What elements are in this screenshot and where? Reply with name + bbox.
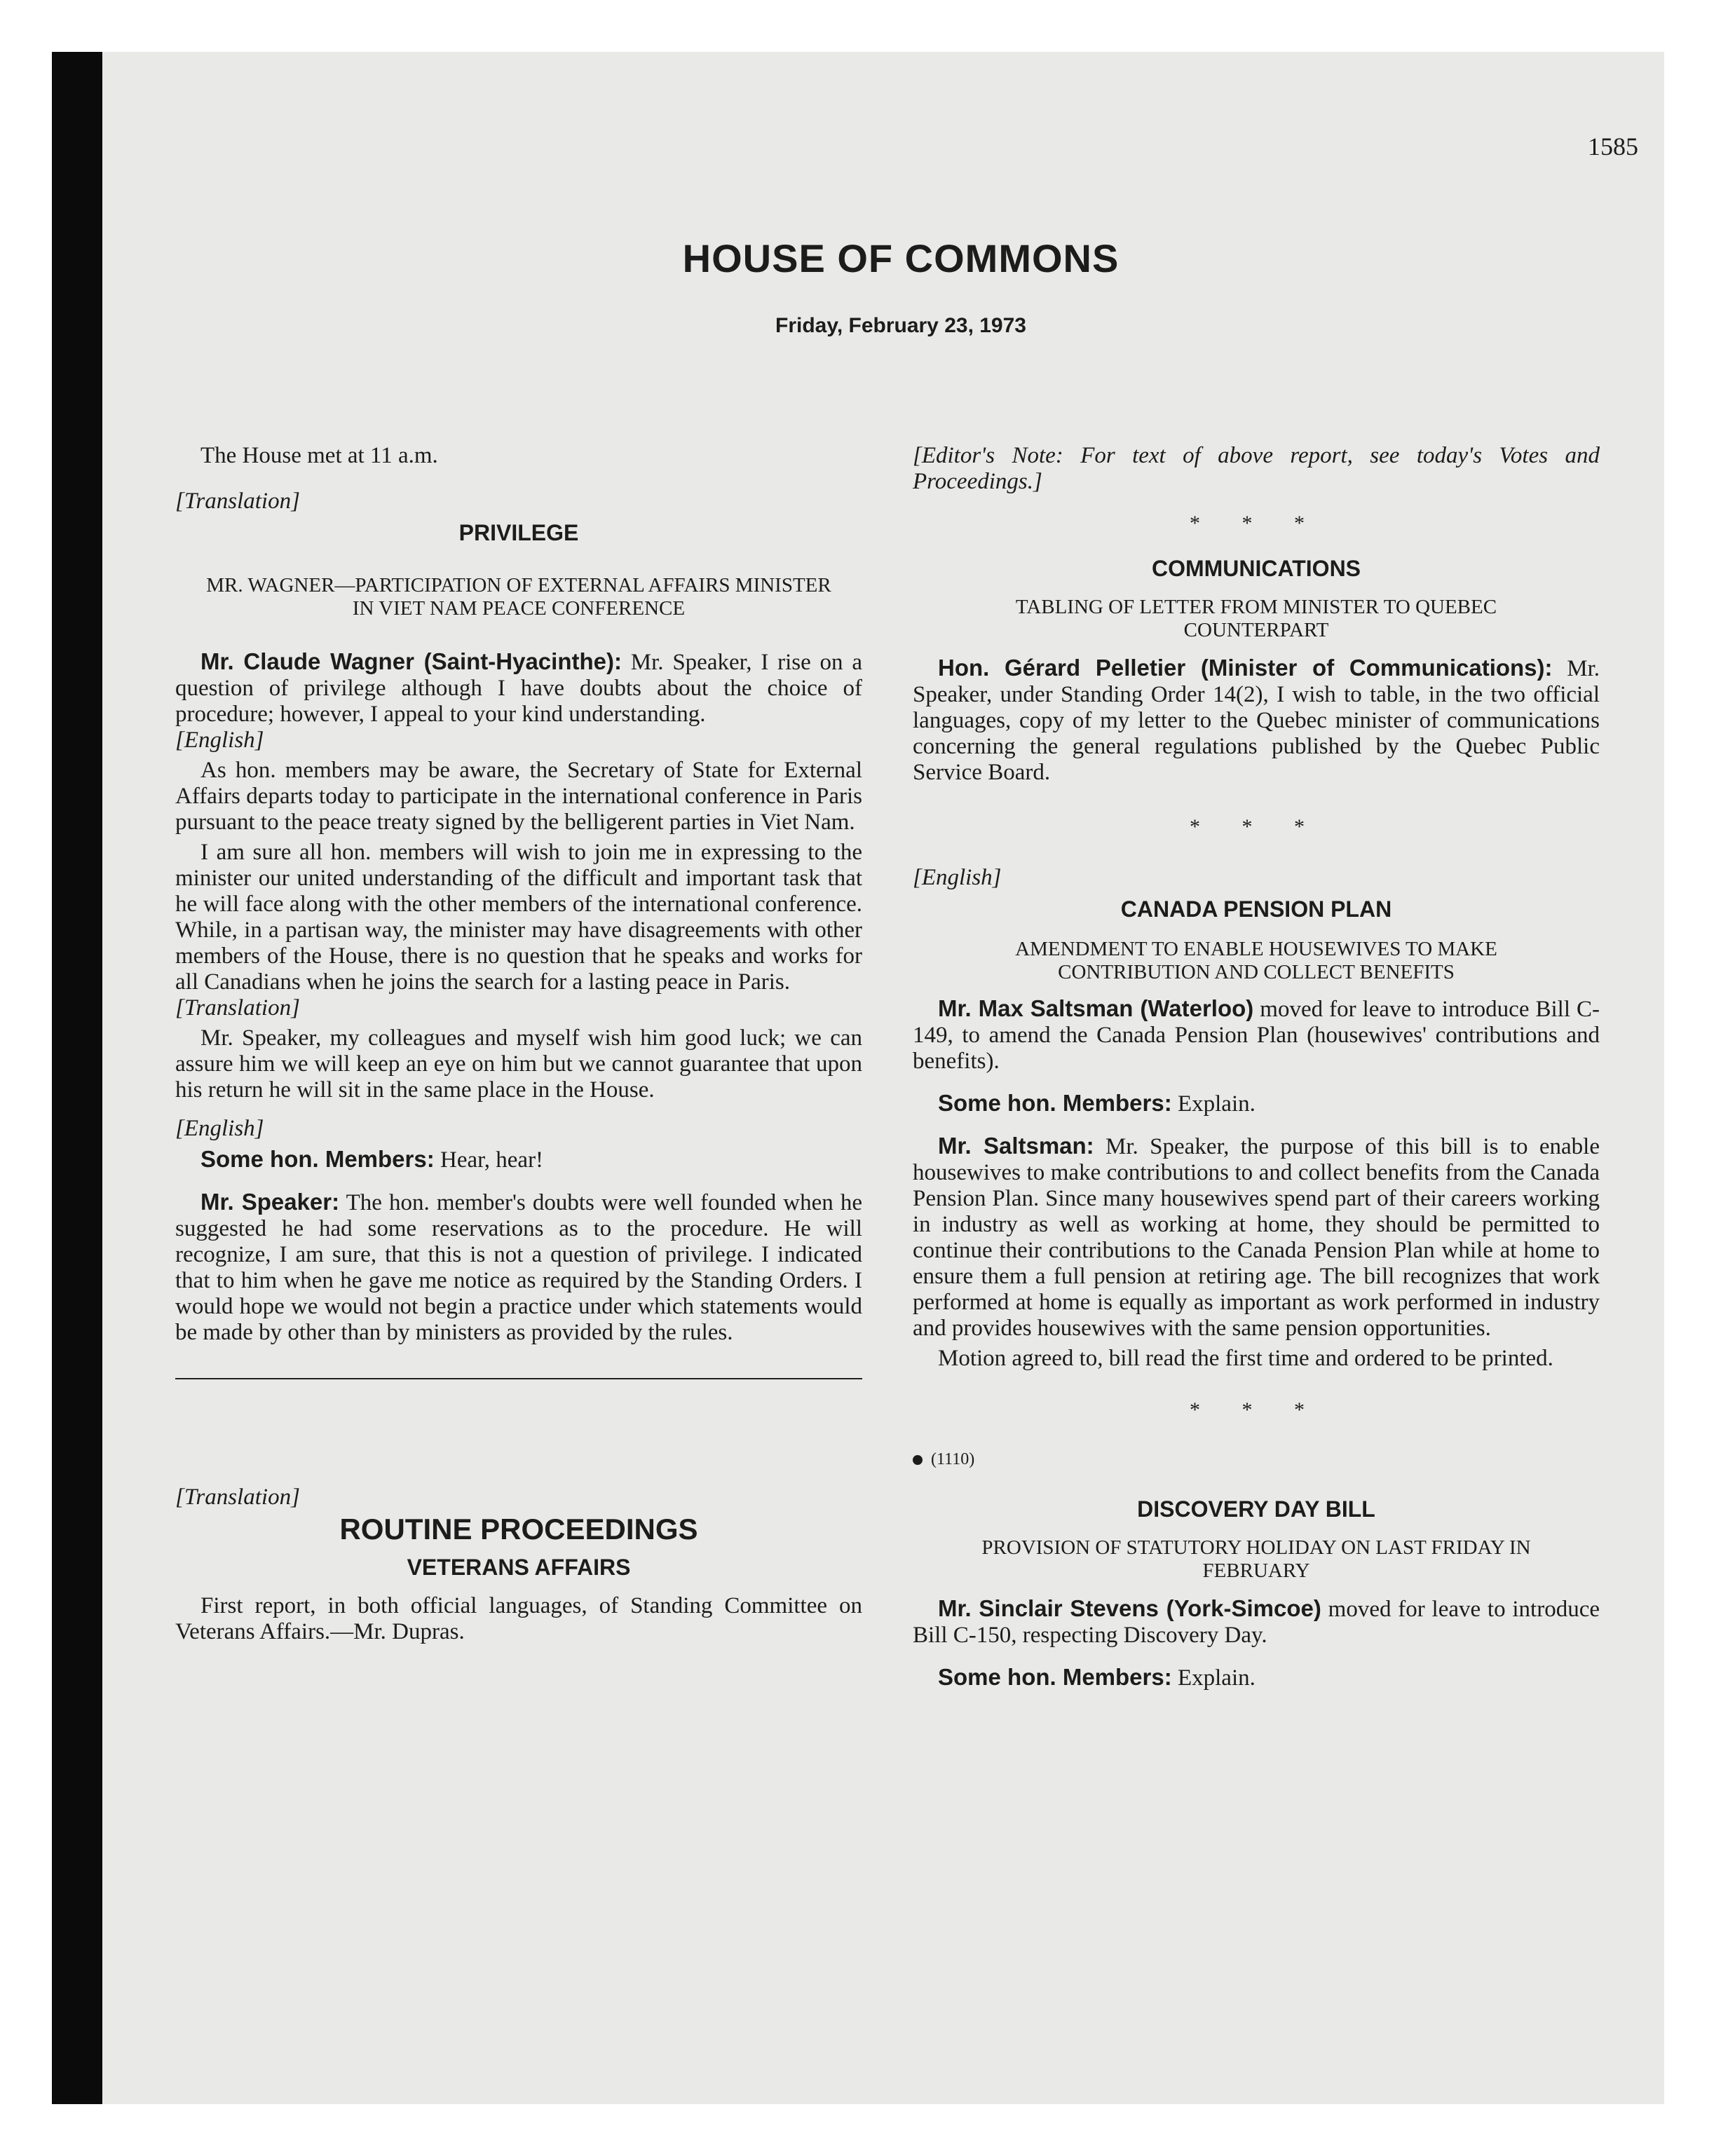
right-column <box>913 443 1600 1691</box>
speaker-name: Mr. Speaker: <box>200 1189 340 1215</box>
pension-heading: CANADA PENSION PLAN <box>1120 896 1392 922</box>
privilege-subheading: MR. WAGNER—PARTICIPATION OF EXTERNAL AFFAIRS MINISTER IN VIET NAM PEACE CONFERENCE <box>206 574 831 620</box>
section-separator: * * * <box>1190 815 1323 838</box>
speaker-ruling <box>175 1189 862 1346</box>
communications-subheading: TABLING OF LETTER FROM MINISTER TO QUEBEC COUNTERPART <box>1015 596 1497 641</box>
speaker-name: Some hon. Members: <box>938 1090 1172 1116</box>
speaker-name: Mr. Sinclair Stevens (York-Simcoe) <box>938 1595 1321 1621</box>
speech-text: Mr. Speaker, I rise on a question of privilege although I have doubts about the choice of procedure; however, I appeal to your kind understanding. <box>175 650 862 727</box>
pension-subheading: AMENDMENT TO ENABLE HOUSEWIVES TO MAKE CONTRIBUTION AND COLLECT BENEFITS <box>1015 938 1497 983</box>
speech-text: Hear, hear! <box>440 1147 544 1173</box>
opening-line: The House met at 11 a.m. <box>200 443 438 468</box>
language-label: [Translation] <box>175 1485 300 1510</box>
speaker-name: Mr. Max Saltsman (Waterloo) <box>938 995 1254 1021</box>
discovery-heading: DISCOVERY DAY BILL <box>1137 1496 1375 1522</box>
privilege-heading: PRIVILEGE <box>458 520 579 545</box>
veterans-heading: VETERANS AFFAIRS <box>407 1555 631 1580</box>
speaker-name: Hon. Gérard Pelletier (Minister of Communications): <box>938 655 1553 681</box>
discovery-subheading: PROVISION OF STATUTORY HOLIDAY ON LAST FRIDAY IN FEBRUARY <box>981 1536 1531 1582</box>
speaker-name: Mr. Saltsman: <box>938 1133 1094 1159</box>
speech-text: Explain. <box>1177 1665 1256 1691</box>
members-interjection <box>175 1146 862 1173</box>
speech-text: moved for leave to introduce Bill C-150, respecting Discovery Day. <box>913 1597 1600 1648</box>
speech-text: Explain. <box>1177 1091 1256 1117</box>
page-number: 1585 <box>1588 132 1638 161</box>
section-separator: * * * <box>1190 1398 1323 1421</box>
communications-heading: COMMUNICATIONS <box>1151 556 1361 581</box>
sitting-date: Friday, February 23, 1973 <box>775 314 1026 337</box>
time-marker: (1110) <box>913 1447 1600 1473</box>
stevens-motion <box>913 1595 1600 1649</box>
speech-text: Mr. Speaker, under Standing Order 14(2), I wish to table, in the two official languages, copy of my letter to the Quebec minister of communications concerning the general regulations published by the Quebec Public Service Board. <box>913 656 1600 785</box>
routine-heading: ROUTINE PROCEEDINGS <box>339 1513 698 1546</box>
saltsman-motion <box>913 995 1600 1074</box>
language-label: [English] <box>175 1116 264 1141</box>
speaker-name: Some hon. Members: <box>200 1146 435 1172</box>
pelletier-speech <box>913 655 1600 786</box>
paragraph: As hon. members may be aware, the Secretary of State for External Affairs departs today to participate in the international conference in Paris pursuant to the peace treaty signed by the belligerent parties in Viet Nam. <box>175 758 862 835</box>
paragraph: First report, in both official languages, of Standing Committee on Veterans Affairs.—Mr. Dupras. <box>175 1593 862 1644</box>
page-title: HOUSE OF COMMONS <box>682 236 1120 280</box>
speech-text: moved for leave to introduce Bill C-149, to amend the Canada Pension Plan (housewives' contributions and benefits). <box>913 997 1600 1074</box>
members-interjection <box>913 1664 1600 1691</box>
paragraph: Motion agreed to, bill read the first time and ordered to be printed. <box>938 1346 1553 1371</box>
saltsman-speech <box>913 1133 1600 1342</box>
language-label: [Translation] <box>175 995 300 1021</box>
editor-note: [Editor's Note: For text of above report, see today's Votes and Proceedings.] <box>913 443 1600 494</box>
section-rule <box>175 1378 862 1379</box>
speech-text: Mr. Speaker, the purpose of this bill is to enable housewives to make contributions to and collect benefits from the Canada Pension Plan. Since many housewives spend part of their careers working in industry as well as working at home, they should be permitted to continue their contributions to the Canada Pension Plan while at home to ensure them a full pension at retiring age. The bill recognizes that work performed at home is equally as important as work performed in industry and provides housewives with the same pension opportunities. <box>913 1134 1600 1341</box>
wagner-speech <box>175 648 862 728</box>
language-label: [English] <box>175 728 264 753</box>
language-label: [English] <box>913 865 1002 890</box>
members-interjection <box>913 1090 1600 1117</box>
language-label: [Translation] <box>175 489 300 514</box>
left-column <box>175 443 862 1645</box>
paragraph: I am sure all hon. members will wish to join me in expressing to the minister our united understanding of the difficult and important task that he will face along with the other members of the international conference. While, in a partisan way, the minister may have disagreements with other members of the House, there is no question that he speaks and works for all Canadians when he joins the search for a lasting peace in Paris. <box>175 840 862 995</box>
section-separator: * * * <box>1190 512 1323 535</box>
paragraph: Mr. Speaker, my colleagues and myself wish him good luck; we can assure him we will keep an eye on him but we cannot guarantee that upon his return he will sit in the same place in the House. <box>175 1025 862 1103</box>
bullet-icon <box>913 1455 923 1465</box>
speaker-name: Mr. Claude Wagner (Saint-Hyacinthe): <box>200 648 622 674</box>
speaker-name: Some hon. Members: <box>938 1664 1172 1690</box>
speech-text: The hon. member's doubts were well founded when he suggested he had some reservations as to the procedure. He will recognize, I am sure, that this is not a question of privilege. I indicated that to him when he gave me notice as required by the Standing Orders. I would hope we would not begin a practice under which statements would be made by other than by ministers as provided by the rules. <box>175 1190 862 1345</box>
binding-edge <box>52 52 102 2104</box>
